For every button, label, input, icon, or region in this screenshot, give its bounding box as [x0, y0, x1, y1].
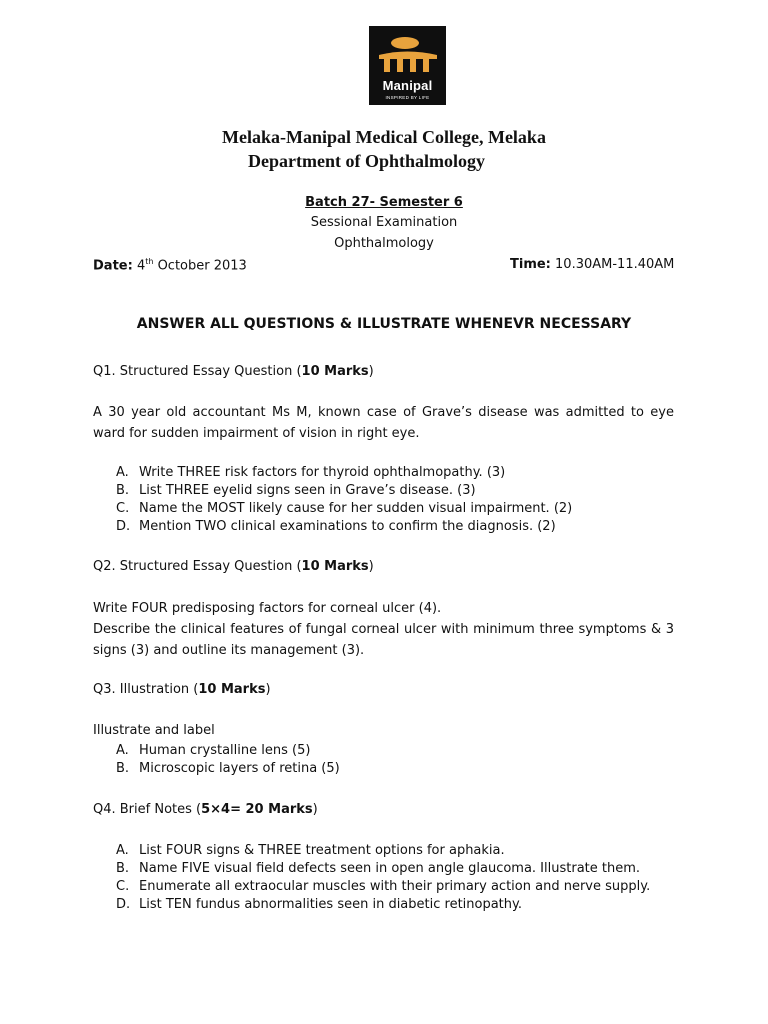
q1-stem: A 30 year old accountant Ms M, known case of Grave’s disease was admitted to eye ward for sudden impairment of vision in right eye.	[93, 405, 674, 441]
instruction-heading: ANSWER ALL QUESTIONS & ILLUSTRATE WHENEVR NECESSARY	[136, 316, 632, 332]
manipal-emblem-icon	[369, 26, 446, 105]
date-suffix: th	[145, 257, 154, 266]
logo-tagline: INSPIRED BY LIFE	[385, 95, 430, 100]
item-letter: D.	[116, 897, 131, 912]
q2-close: )	[368, 559, 374, 574]
q2-title: Q2. Structured Essay Question (	[93, 559, 302, 574]
item-text: Name FIVE visual field defects seen in open angle glaucoma. Illustrate them.	[139, 861, 641, 876]
exam-time	[510, 257, 674, 272]
item-letter: B.	[116, 483, 130, 498]
time-value: 10.30AM-11.40AM	[555, 257, 675, 272]
subject-line: Ophthalmology	[334, 236, 434, 251]
logo-name: Manipal	[382, 78, 433, 93]
time-label: Time:	[510, 257, 551, 272]
q2-heading	[93, 559, 374, 574]
q3-heading	[93, 682, 271, 697]
manipal-logo	[369, 26, 446, 105]
college-title: Melaka-Manipal Medical College, Melaka	[222, 127, 546, 147]
item-letter: B.	[116, 761, 130, 776]
q3-marks: 10 Marks	[198, 682, 266, 697]
item-text: Microscopic layers of retina (5)	[139, 761, 340, 776]
list-item	[116, 842, 650, 860]
q3-stem: Illustrate and label	[93, 723, 215, 738]
q1-title: Q1. Structured Essay Question (	[93, 364, 302, 379]
q2-line-1: Write FOUR predisposing factors for corneal ulcer (4).	[93, 601, 442, 616]
list-item	[116, 482, 572, 500]
list-item	[116, 500, 572, 518]
list-item	[116, 742, 340, 760]
q4-close: )	[312, 802, 318, 817]
q4-list	[116, 842, 650, 914]
q4-heading	[93, 802, 318, 817]
q1-list	[116, 464, 572, 536]
department-title: Department of Ophthalmology	[248, 151, 485, 171]
item-text: Mention TWO clinical examinations to confirm the diagnosis. (2)	[139, 519, 556, 534]
list-item	[116, 518, 572, 536]
item-text: Write THREE risk factors for thyroid ophthalmopathy. (3)	[139, 465, 506, 480]
date-label: Date:	[93, 258, 133, 274]
item-text: Name the MOST likely cause for her sudden visual impairment. (2)	[139, 501, 573, 516]
q1-close: )	[368, 364, 374, 379]
list-item	[116, 464, 572, 482]
list-item	[116, 896, 650, 914]
q4-marks: 5×4= 20 Marks	[201, 802, 313, 817]
item-text: List FOUR signs & THREE treatment options for aphakia.	[139, 843, 505, 858]
exam-date	[93, 257, 247, 273]
item-letter: A.	[116, 465, 129, 480]
q2-line-2: Describe the clinical features of fungal corneal ulcer with minimum three symptoms & 3 signs (3) and outline its management (3).	[93, 622, 674, 658]
q1-heading	[93, 364, 374, 379]
item-text: Enumerate all extraocular muscles with their primary action and nerve supply.	[139, 879, 651, 894]
q2-marks: 10 Marks	[301, 559, 369, 574]
exam-line: Sessional Examination	[310, 215, 458, 230]
batch-line: Batch 27- Semester 6	[305, 195, 463, 210]
list-item	[116, 760, 340, 778]
item-text: List THREE eyelid signs seen in Grave’s disease. (3)	[139, 483, 476, 498]
item-letter: C.	[116, 501, 130, 516]
list-item	[116, 878, 650, 896]
q1-marks: 10 Marks	[301, 364, 369, 379]
item-letter: A.	[116, 743, 129, 758]
item-letter: B.	[116, 861, 130, 876]
list-item	[116, 860, 650, 878]
q3-close: )	[265, 682, 271, 697]
date-day: 4	[136, 258, 146, 274]
item-letter: C.	[116, 879, 130, 894]
item-letter: D.	[116, 519, 131, 534]
date-rest: October 2013	[157, 258, 247, 274]
item-text: Human crystalline lens (5)	[139, 743, 311, 758]
item-letter: A.	[116, 843, 129, 858]
q4-title: Q4. Brief Notes (	[93, 802, 202, 817]
q3-title: Q3. Illustration (	[93, 682, 199, 697]
item-text: List TEN fundus abnormalities seen in diabetic retinopathy.	[139, 897, 522, 912]
q3-list	[116, 742, 340, 778]
